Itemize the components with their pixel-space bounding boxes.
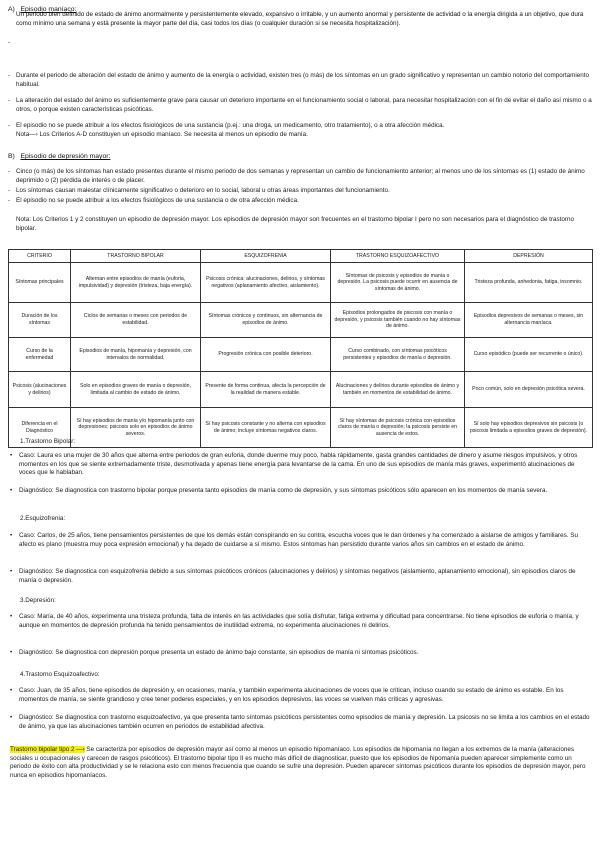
table-cell: Síntomas crónicos y continuos, sin alternancia de episodios de ánimo. xyxy=(201,303,331,338)
case-4-heading: 4.Trastorno Esquizoafectivo: xyxy=(20,671,100,678)
table-cell: Sí hay síntomas de psicosis crónica con episodios claros de manía o depresión; la psicosis persiste en ausencia de estos. xyxy=(331,408,465,448)
table-cell: Alternan entre episodios de manía (euforia, impulsividad) y depresión (tristeza, baja energía). xyxy=(71,263,201,303)
table-cell: Episodios de manía, hipomanía y depresión, con intervalos de normalidad. xyxy=(71,338,201,372)
table-cell: Alucinaciones y delirios durante episodios de ánimo y también en momentos de estabilidad de ánimo. xyxy=(331,372,465,408)
section-b-item-2: Los síntomas causan malestar clínicamente significativo o deterioro en lo social, laboral u otras áreas importantes del funcionamiento. xyxy=(16,187,390,194)
case-2-diagnosis: Diagnóstico: Se diagnostica con esquizofrenia debido a sus síntomas psicóticos crónicos (alucinaciones y delirios) y síntomas negativos (aislamiento, aplanamiento emocional), sin episodios claros de manía o depresión. xyxy=(19,568,576,584)
table-cell: Psicosis (alucinaciones y delirios) xyxy=(9,372,71,408)
table-cell: Solo en episodios graves de manía o depresión, limitada al cambio de estado de ánimo. xyxy=(71,372,201,408)
case-3-diagnosis: Diagnóstico: Se diagnostica con depresión porque presenta un estado de ánimo bajo constante, sin episodios de manía ni síntomas psicóticos. xyxy=(19,649,419,656)
section-a-note: Nota—› Los Criterios A-D constituyen un episodio maníaco. Se necesita al menos un episodio de manía. xyxy=(16,131,308,138)
highlighted-term: Trastorno bipolar tipo 2 —› xyxy=(10,746,85,753)
table-cell: Curso episódico (puede ser recurrente o único). xyxy=(465,338,593,372)
case-2-heading: 2.Esquizofrenia: xyxy=(20,515,66,522)
table-cell: Sí hay psicosis constante y no alterna con episodios de ánimo; incluye síntomas negativos claros. xyxy=(201,408,331,448)
table-cell: Duración de los síntomas xyxy=(9,303,71,338)
table-cell: Curso combinado, con síntomas psicóticos persistentes y episodios de manía o depresión. xyxy=(331,338,465,372)
table-row xyxy=(9,303,593,338)
case-1-diagnosis: Diagnóstico: Se diagnostica con trastorno bipolar porque presenta tanto episodios de manía como de depresión, y sus síntomas psicóticos sólo aparecen en los momentos de manía severa. xyxy=(19,487,548,494)
section-b-item-1: Cinco (o más) de los síntomas han estado presentes durante el mismo periodo de dos semanas y representan un cambio de funcionamiento anterior; al menos uno de los síntomas es (1) estado de ánimo deprimido o (2) pérdida de interés o de placer. xyxy=(16,168,585,184)
case-2-text: Caso: Carlos, de 25 años, tiene pensamientos persistentes de que los demás están conspirando en su contra, escucha voces que le dan órdenes y ha comenzado a aislarse de amigos y familiares. Su afecto es plano (muestra muy poca expresión emocional) y ha dejado de cuidarse a sí mismo. Estos síntomas han persistido durante varios años sin cambios en el estado de ánimo. xyxy=(19,532,578,548)
table-header-cell: DEPRESIÓN xyxy=(465,250,593,263)
case-4-text: Caso: Juan, de 35 años, tiene episodios de depresión y, en ocasiones, manía, y también experimenta alucinaciones de voces que le critican, incluso cuando su estado de ánimo es estable. En los momentos de manía, se siente grandioso y cree tener poderes especiales, y en los episodios depresivos, las voces se vuelven más críticas y agresivas. xyxy=(19,687,564,703)
table-cell: Progresión crónica con posible deterioro. xyxy=(201,338,331,372)
bipolar-type-2-text: Se caracteriza por episodios de depresión mayor así como al menos un episodio hipomaníaco. Los episodios de hipomanía no llegan a los extremos de la manía (alteraciones sociales u ocupacionales y carecen de rasgos psicóticos). El trastorno bipolar tipo II es mucho más difícil de diagnosticar, puesto que los episodios de hipomanía pueden aparecer simplemente como un periodo de éxito con alta productividad y se le relaciona esto con menos frecuencia que cuando se sufre una depresión. Pueden aparecer síntomas psicóticos durante los episodios de depresión mayor, pero nunca en episodios hipomaníacos. xyxy=(10,746,586,779)
section-a-item-2: Durante el periodo de alteración del estado de ánimo y aumento de la energía o actividad, existen tres (o más) de los síntomas en un grado significativo y representan un cambio notorio del comportamiento habitual. xyxy=(16,72,589,88)
section-a-item-3: La alteración del estado del ánimo es suficientemente grave para causar un deterioro importante en el funcionamiento social o laboral, para necesitar hospitalización con el fin de evitar el daño así mismo o a otros, o porque existen características psicóticas. xyxy=(16,97,592,113)
section-b-heading xyxy=(8,152,110,161)
case-3-text: Caso: María, de 40 años, experimenta una tristeza profunda, falta de interés en las actividades que solía disfrutar, fatiga extrema y dificultad para concentrarse. No tiene episodios de euforia o manía, y aunque en momentos de depresión profunda ha tenido pensamientos de inutilidad extrema, no experimenta alucinaciones ni delirios. xyxy=(19,613,579,629)
section-b-note: Nota: Los Criterios 1 y 2 constituyen un episodio de depresión mayor. Los episodios de depresión mayor son frecuentes en el trastorno bipolar I pero no son necesarios para el diagnóstico de trastorno bipolar. xyxy=(16,216,574,232)
table-cell: Presente de forma continua, afecta la percepción de la realidad de manera estable. xyxy=(201,372,331,408)
table-cell: Síntomas de psicosis y episodios de manía o depresión. La psicosis puede ocurrir en ausencia de síntomas de ánimo. xyxy=(331,263,465,303)
table-cell: Síntomas principales xyxy=(9,263,71,303)
table-row xyxy=(9,408,593,448)
table-header-cell: ESQUIZOFRENIA xyxy=(201,250,331,263)
table-header-row xyxy=(9,250,593,263)
table-header-cell: TRASTORNO BIPOLAR xyxy=(71,250,201,263)
case-3-heading: 3.Depresión: xyxy=(20,597,56,604)
table-cell: Curso de la enfermedad xyxy=(9,338,71,372)
case-4-diagnosis: Diagnóstico: Se diagnostica con trastorno esquizoafectivo, ya que presenta tanto síntomas psicóticos persistentes como episodios de manía y depresión. La psicosis no se limita a los cambios en el estado de ánimo, ya que las alucinaciones también ocurren en periodos de estabilidad afectiva. xyxy=(19,714,590,730)
table-cell: Ciclos de semanas o meses con periodos de estabilidad. xyxy=(71,303,201,338)
section-b-letter: B) xyxy=(8,153,15,160)
table-row xyxy=(9,263,593,303)
table-cell: Poco común, solo en depresión psicótica severa. xyxy=(465,372,593,408)
table-cell: Sí hay episodios de manía y/o hipomanía junto con depresiones; psicosis solo en episodios de ánimo severos. xyxy=(71,408,201,448)
section-a-title: Episodio maníaco: xyxy=(20,6,77,13)
case-1-heading: 1.Trastorno Bipolar: xyxy=(20,438,76,445)
table-header-cell: CRITERIO xyxy=(9,250,71,263)
table-cell: Diferencia en el Diagnóstico xyxy=(9,408,71,448)
table-cell: Sí solo hay episodios depresivos sin psicosis (o psicosis limitada a episodios graves de depresión). xyxy=(465,408,593,448)
table-cell: Episodios prolongados de psicosis con manía o depresión, y psicosis también cuando no hay síntomas de ánimo. xyxy=(331,303,465,338)
table-cell: Tristeza profunda, anhedonia, fatiga, insomnio. xyxy=(465,263,593,303)
table-row xyxy=(9,372,593,408)
table-header-cell: TRASTORNO ESQUIZOAFECTIVO xyxy=(331,250,465,263)
section-a-item-4: El episodio no se puede atribuir a los efectos fisiológicos de una sustancia (p.ej.: una droga, un medicamento, otro tratamiento), o a otra afección médica. xyxy=(16,122,445,129)
document-page: A) Episodio maníaco: - Un periodo bien definido de estado de ánimo anormalmente y persistentemente elevado, expansivo o irritable, y un aumento anormal y persistente de actividad o la energía dirigida a un objetivo, que dura como mínimo una semana y está presente la mayor parte del día, casi todos los días (o cualquier duración si se necesita hospitalización). - Durante el periodo de alteración del estado de ánimo y aumento de la energía o actividad, existen tres (o más) de los síntomas en un grado significativo y representan un cambio notorio del comportamiento habitual. - La alteración del estado del ánimo es suficientemente grave para causar un deterioro importante en el funcionamiento social o laboral, para necesitar hospitalización con el fin de evitar el daño así mismo o a otros, o porque existen características psicóticas. - El episodio no se puede atribuir a los efectos fisiológicos de una sustancia (p.ej.: una droga, un medicamento, otro tratamiento), o a otra afección médica. Nota—› Los Criterios A-D constituyen un episodio maníaco. Se necesita al menos un episodio de manía. B) Episodio de depresión mayor: - Cinco (o más) de los síntomas han estado presentes durante el mismo periodo de dos semanas y representan un cambio de funcionamiento anterior; al menos uno de los síntomas es (1) estado de ánimo deprimido o (2) pérdida de interés o de placer. - Los síntomas causan malestar clínicamente significativo o deterioro en lo social, laboral u otras áreas importantes del funcionamiento. - El episodio no se puede atribuir a los efectos fisiológicos de una sustancia o de otra afección médica. Nota: Los Criterios 1 y 2 constituyen un episodio de depresión mayor. Los episodios de depresión mayor son frecuentes en el trastorno bipolar I pero no son necesarios para el diagnóstico de trastorno bipolar. CRITERIO TRASTORNO BIPOLAR ESQUIZOFRENIA TRASTORNO ESQUIZOAFECTIVO DEPRESIÓN Síntomas principales Alternan entre episodios de manía (euforia, impulsividad) y depresión (tristeza, baja energía). Psicosis crónica: alucinaciones, delirios, y síntomas negativos (aplanamiento afectivo, aislamiento). Síntomas de psicosis y episodios de manía o depresión. La psicosis puede ocurrir en ausencia de síntomas de ánimo. Tristeza profunda, anhedonia, fatiga, insomnio. Duración de los síntomas Ciclos de semanas o meses con periodos de estabilidad. Síntomas crónicos y continuos, sin alternancia de episodios de ánimo. Episodios prolongados de psicosis con manía o depresión, y psicosis también cuando no hay síntomas de ánimo. Episodios depresivos de semanas o meses, sin alternancia maníaca. Curso de la enfermedad Episodios de manía, hipomanía y depresión, con intervalos de normalidad. Progresión crónica con posible deterioro. Curso combinado, con síntomas psicóticos persistentes y episodios de manía o depresión. Curso episódico (puede ser recurrente o único). Psicosis (alucinaciones y delirios) Solo en episodios graves de manía o depresión, limitada al cambio de estado de ánimo. Presente de forma continua, afecta la percepción de la realidad de manera estable. Alucinaciones y delirios durante episodios de ánimo y también en momentos de estabilidad de ánimo. Poco común, solo en depresión psicótica severa. Diferencia en el Diagnóstico Sí hay episodios de manía y/o hipomanía junto con depresiones; psicosis solo en episodios de ánimo severos. Sí hay psicosis constante y no alterna con episodios de ánimo; incluye síntomas negativos claros. Sí hay síntomas de psicosis crónica con episodios claros de manía o depresión; la psicosis persiste en ausencia de estos. Sí solo hay episodios depresivos sin psicosis (o psicosis limitada a episodios graves de depresión). 1.Trastorno Bipolar: • Caso: Laura es una mujer de 30 años que alterna entre periodos de gran euforia, donde duerme muy poco, habla rápidamente, gasta grandes cantidades de dinero y asume riesgos impulsivos, y otros momentos en los que se siente extremadamente triste, desmotivada y apenas tiene energía para levantarse de la cama. En uno de sus episodios de manía más graves, experimentó alucinaciones de voces que le hablaban. • Diagnóstico: Se diagnostica con trastorno bipolar porque presenta tanto episodios de manía como de depresión, y sus síntomas psicóticos sólo aparecen en los momentos de manía severa. 2.Esquizofrenia: • Caso: Carlos, de 25 años, tiene pensamientos persistentes de que los demás están conspirando en su contra, escucha voces que le dan órdenes y ha comenzado a aislarse de amigos y familiares. Su afecto es plano (muestra muy poca expresión emocional) y ha dejado de cuidarse a sí mismo. Estos síntomas han persistido durante varios años sin cambios en el estado de ánimo. • Diagnóstico: Se diagnostica con esquizofrenia debido a sus síntomas psicóticos crónicos (alucinaciones y delirios) y síntomas negativos (aislamiento, aplanamiento emocional), sin episodios claros de manía o depresión. 3.Depresión: • Caso: María, de 40 años, experimenta una tristeza profunda, falta de interés en las actividades que solía disfrutar, fatiga extrema y dificultad para concentrarse. No tiene episodios de euforia o manía, y aunque en momentos de depresión profunda ha tenido pensamientos de inutilidad extrema, no experimenta alucinaciones ni delirios. • Diagnóstico: Se diagnostica con depresión porque presenta un estado de ánimo bajo constante, sin episodios de manía ni síntomas psicóticos. 4.Trastorno Esquizoafectivo: • Caso: Juan, de 35 años, tiene episodios de depresión y, en ocasiones, manía, y también experimenta alucinaciones de voces que le critican, incluso cuando su estado de ánimo es estable. En los momentos de manía, se siente grandioso y cree tener poderes especiales, y en los episodios depresivos, las voces se vuelven más críticas y agresivas. • Diagnóstico: Se diagnostica con trastorno esquizoafectivo, ya que presenta tanto síntomas psicóticos persistentes como episodios de manía y depresión. La psicosis no se limita a los cambios en el estado de ánimo, ya que las alucinaciones también ocurren en periodos de estabilidad afectiva. Trastorno bipolar tipo 2 —› Se caracteriza por episodios de depresión mayor así como al menos un episodio hipomaníaco. Los episodios de hipomanía no llegan a los extremos de la manía (alteraciones sociales u ocupacionales y carecen de rasgos psicóticos). El trastorno bipolar tipo II es mucho más difícil de diagnosticar, puesto que los episodios de hipomanía pueden aparecer simplemente como un periodo de éxito con alta productividad y se le relaciona esto con menos frecuencia que cuando se sufre una depresión. Pueden aparecer síntomas psicóticos durante los episodios de depresión mayor, pero nunca en episodios hipomaníacos. xyxy=(0,0,600,848)
table-cell: Psicosis crónica: alucinaciones, delirios, y síntomas negativos (aplanamiento afectivo, aislamiento). xyxy=(201,263,331,303)
section-b-title: Episodio de depresión mayor: xyxy=(20,153,111,160)
table-row xyxy=(9,338,593,372)
case-1-text: Caso: Laura es una mujer de 30 años que alterna entre periodos de gran euforia, donde duerme muy poco, habla rápidamente, gasta grandes cantidades de dinero y asume riesgos impulsivos, y otros momentos en los que se siente extremadamente triste, desmotivada y apenas tiene energía para levantarse de la cama. En uno de sus episodios de manía más graves, experimentó alucinaciones de voces que le hablaban. xyxy=(19,452,578,477)
section-a-item-1: Un periodo bien definido de estado de ánimo anormalmente y persistentemente elevado, expansivo o irritable, y un aumento anormal y persistente de actividad o la energía dirigida a un objetivo, que dura como mínimo una semana y está presente la mayor parte del día, casi todos los días (o cualquier duración si se necesita hospitalización). xyxy=(16,11,584,27)
table-cell: Episodios depresivos de semanas o meses, sin alternancia maníaca. xyxy=(465,303,593,338)
comparison-table xyxy=(8,249,593,448)
section-a-letter: A) xyxy=(8,6,15,13)
bipolar-type-2-paragraph xyxy=(10,746,592,780)
section-b-item-3: El episodio no se puede atribuir a los efectos fisiológicos de una sustancia o de otra afección médica. xyxy=(16,197,299,204)
